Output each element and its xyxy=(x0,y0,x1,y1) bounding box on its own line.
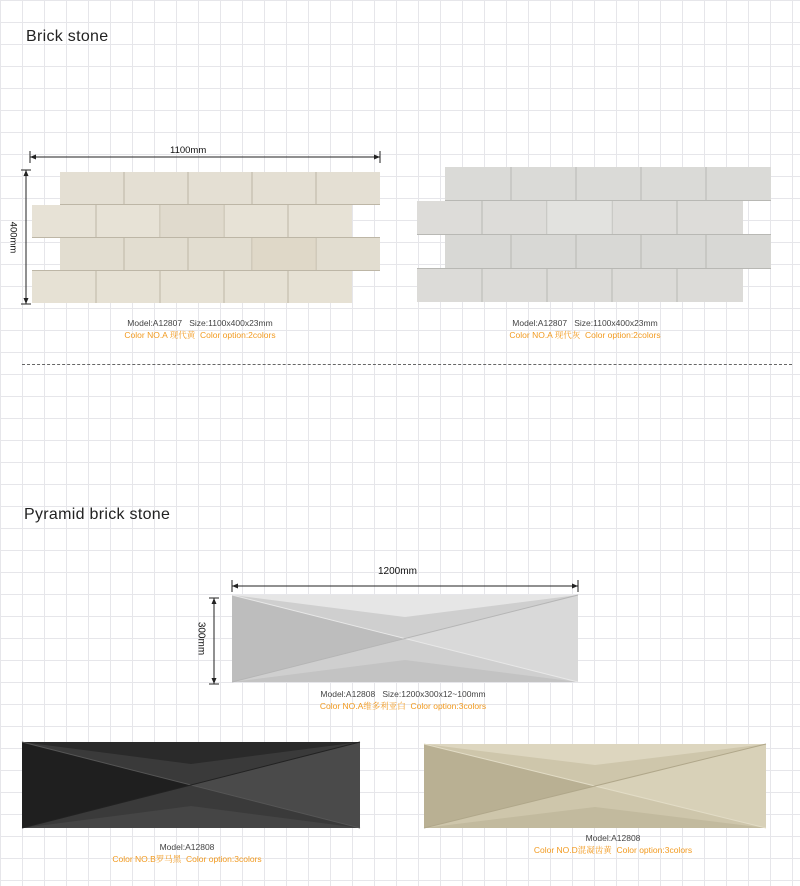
size-text: Size:1100x400x23mm xyxy=(574,318,658,328)
caption-pyramid-a xyxy=(283,688,523,712)
model-text: Model:A12808 xyxy=(585,833,641,843)
option-text: Color option:2colors xyxy=(584,330,661,340)
section-divider xyxy=(22,364,792,365)
color-text: Color NO.A维多利亚白 xyxy=(319,701,406,711)
section-title-brick: Brick stone xyxy=(26,28,109,45)
color-text: Color NO.D混凝齿黄 xyxy=(533,845,612,855)
section-title-pyramid: Pyramid brick stone xyxy=(24,506,171,523)
size-text: Size:1200x300x12~100mm xyxy=(382,689,486,699)
height-label-pyramid: 300mm xyxy=(195,621,207,656)
caption-brick-2 xyxy=(465,317,705,341)
color-text: Color NO.A 现代灰 xyxy=(509,330,581,340)
width-label-pyramid: 1200mm xyxy=(378,566,417,577)
option-text: Color option:3colors xyxy=(410,701,487,711)
option-text: Color option:2colors xyxy=(199,330,276,340)
width-label-brick: 1100mm xyxy=(170,145,207,156)
height-dimension-arrow xyxy=(206,596,222,686)
color-text: Color NO.A 现代黄 xyxy=(124,330,196,340)
option-text: Color option:3colors xyxy=(186,854,262,864)
caption-pyramid-b xyxy=(67,841,307,865)
model-text: Model:A12808 xyxy=(159,842,215,852)
height-label-brick: 400mm xyxy=(7,221,19,254)
size-text: Size:1100x400x23mm xyxy=(189,318,273,328)
color-text: Color NO.B罗马黑 xyxy=(112,854,182,864)
model-text: Model:A12808 xyxy=(320,689,376,699)
pyramid-panel-white xyxy=(232,595,578,682)
model-text: Model:A12807 xyxy=(127,318,183,328)
width-dimension-arrow xyxy=(230,576,580,596)
pyramid-panel-beige xyxy=(424,744,766,828)
option-text: Color option:3colors xyxy=(616,845,693,855)
model-text: Model:A12807 xyxy=(512,318,568,328)
caption-pyramid-d xyxy=(493,832,733,856)
pyramid-panel-black xyxy=(22,742,360,828)
caption-brick-1 xyxy=(80,317,320,341)
brick-panel-grey xyxy=(415,165,773,305)
brick-panel-yellow xyxy=(30,170,382,305)
